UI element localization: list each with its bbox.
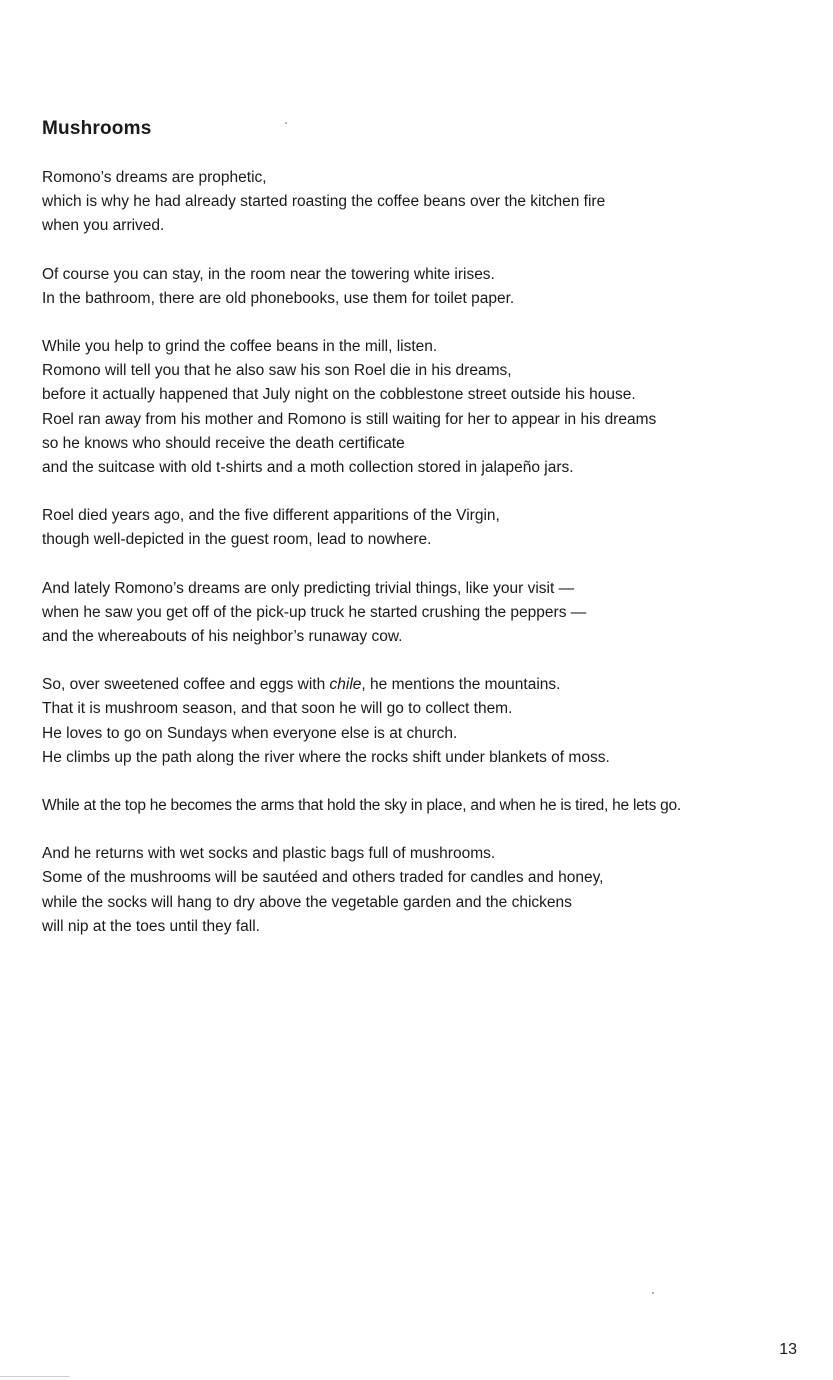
poem-body — [42, 166, 822, 963]
poem-line: He loves to go on Sundays when everyone else is at church. — [42, 724, 458, 742]
poem-title: Mushrooms — [42, 118, 152, 139]
poem-line: which is why he had already started roasting the coffee beans over the kitchen fire — [42, 193, 606, 211]
poem-line: before it actually happened that July night on the cobblestone street outside his house. — [42, 386, 636, 404]
italic-word: chile — [329, 676, 362, 694]
poem-line: Roel ran away from his mother and Romono is still waiting for her to appear in his dreams — [42, 410, 657, 428]
poem-line: though well-depicted in the guest room, lead to nowhere. — [42, 531, 432, 549]
poem-line: while the socks will hang to dry above the vegetable garden and the chickens — [42, 893, 572, 911]
poem-line: Roel died years ago, and the five different apparitions of the Virgin, — [42, 507, 500, 525]
page-edge-mark — [0, 1376, 70, 1377]
poem-line: Romono will tell you that he also saw his son Roel die in his dreams, — [42, 362, 512, 380]
stanza-1 — [42, 166, 822, 238]
stanza-3 — [42, 335, 822, 480]
scan-speck — [285, 122, 287, 124]
poem-line: Romono’s dreams are prophetic, — [42, 169, 267, 186]
poem-line: In the bathroom, there are old phonebooks, use them for toilet paper. — [42, 289, 515, 307]
poem-line: And he returns with wet socks and plastic bags full of mushrooms. — [42, 845, 496, 863]
poem-line — [42, 673, 822, 697]
poem-line: so he knows who should receive the death certificate — [42, 434, 405, 452]
poem-line: when you arrived. — [42, 217, 165, 235]
poem-line: He climbs up the path along the river where the rocks shift under blankets of moss. — [42, 748, 610, 766]
poem-line: when he saw you get off of the pick-up truck he started crushing the peppers — — [42, 603, 587, 621]
stanza-6 — [42, 673, 822, 770]
stanza-2 — [42, 263, 822, 311]
stanza-4 — [42, 504, 822, 552]
page-number: 13 — [779, 1341, 797, 1358]
stanza-5 — [42, 577, 822, 649]
scan-speck — [652, 1292, 654, 1294]
poem-line: Of course you can stay, in the room near the towering white irises. — [42, 265, 495, 283]
poem-line: and the whereabouts of his neighbor’s runaway cow. — [42, 627, 403, 645]
poem-line: and the suitcase with old t-shirts and a moth collection stored in jalapeño jars. — [42, 458, 574, 476]
poem-line: And lately Romono’s dreams are only predicting trivial things, like your visit — — [42, 579, 575, 597]
line-text-after: , he mentions the mountains. — [361, 676, 561, 694]
poem-line: While at the top he becomes the arms that hold the sky in place, and when he is tired, he lets go. — [42, 796, 681, 814]
stanza-8 — [42, 842, 822, 939]
poem-line: Some of the mushrooms will be sautéed and others traded for candles and honey, — [42, 869, 604, 887]
stanza-7 — [42, 794, 822, 818]
poem-line: will nip at the toes until they fall. — [42, 917, 260, 935]
poem-line: That it is mushroom season, and that soon he will go to collect them. — [42, 700, 513, 718]
poem-line: While you help to grind the coffee beans in the mill, listen. — [42, 338, 438, 356]
line-text-before: So, over sweetened coffee and eggs with — [42, 676, 330, 694]
